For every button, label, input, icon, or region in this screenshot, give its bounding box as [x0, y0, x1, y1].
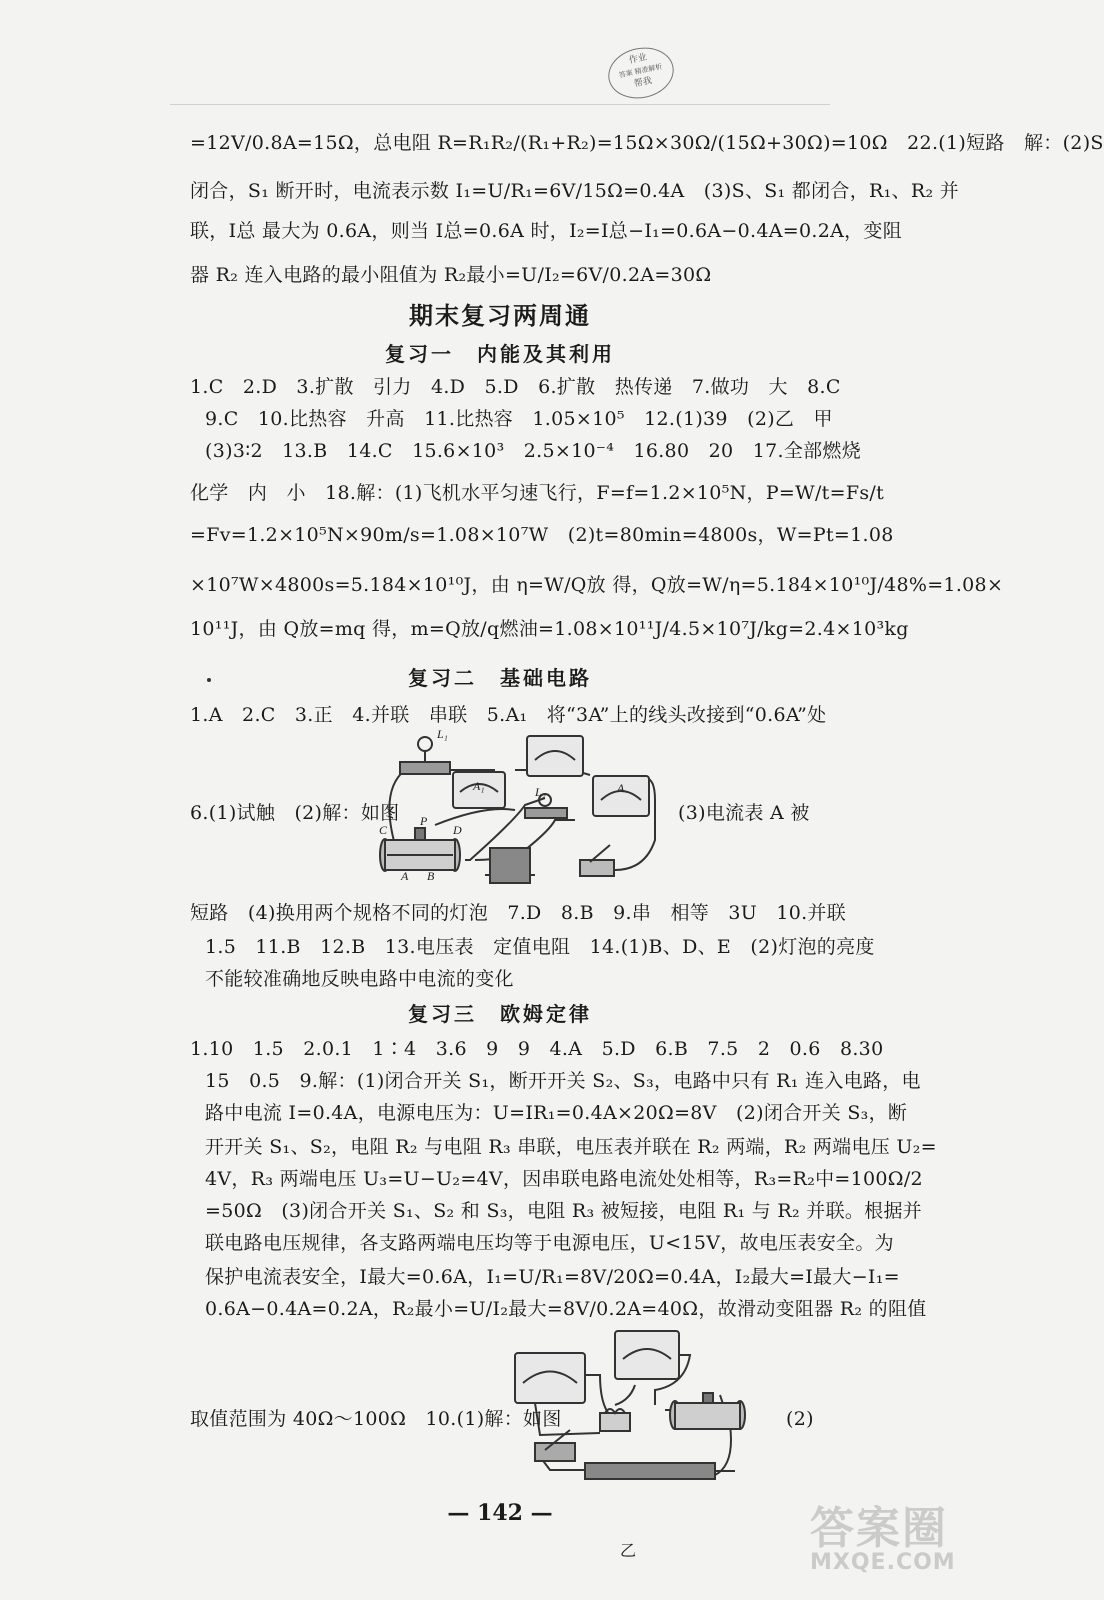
figure1-label-L2: L₂ [535, 785, 546, 799]
text-line: 1.10 1.5 2.0.1 1∶4 3.6 9 9 4.A 5.D 6.B 7.5 2 0.6 8.30 [190, 1038, 884, 1060]
top-rule [170, 104, 830, 105]
text-line: 联，I总 最大为 0.6A，则当 I总=0.6A 时，I₂=I总−I₁=0.6A−0.4A=0.2A，变阻 [190, 220, 903, 242]
text-line: 1.C 2.D 3.扩散 引力 4.D 5.D 6.扩散 热传递 7.做功 大 8.C [190, 376, 841, 398]
section-title: 期末复习两周通 [409, 302, 591, 330]
figure-caption: 乙 [620, 1541, 637, 1560]
watermark-sub: MXQE.COM [810, 1550, 956, 1575]
text-line: 0.6A−0.4A=0.2A，R₂最小=U/I₂最大=8V/0.2A=40Ω，故滑动变阻器 R₂ 的阻值 [205, 1298, 927, 1320]
text-line: 化学 内 小 18.解：(1)飞机水平匀速飞行，F=f=1.2×10⁵N，P=W/t=Fs/t [190, 482, 884, 504]
text-line: 10¹¹J，由 Q放=mq 得，m=Q放/q燃油=1.08×10¹¹J/4.5×10⁷J/kg=2.4×10³kg [190, 618, 909, 640]
text-line: =12V/0.8A=15Ω，总电阻 R=R₁R₂/(R₁+R₂)=15Ω×30Ω/(15Ω+30Ω)=10Ω 22.(1)短路 解：(2)S [190, 132, 1104, 154]
text-line: 器 R₂ 连入电路的最小阻值为 R₂最小=U/I₂=6V/0.2A=30Ω [190, 264, 712, 286]
review-2-title: 复习二 基础电路 [408, 666, 592, 690]
figure1-label-C: C [379, 823, 388, 837]
figure1-label-A-end: A [401, 869, 409, 883]
figure1-label-D: D [453, 823, 462, 837]
text-line: =50Ω (3)闭合开关 S₁、S₂ 和 S₃，电阻 R₃ 被短接，电阻 R₁ 与 R₂ 并联。根据并 [205, 1200, 923, 1222]
figure1-label-A1: A₁ [473, 779, 485, 793]
stray-dot [207, 678, 211, 682]
stamp-line-1: 作业 [628, 52, 648, 67]
page-number: — 142 — [447, 1500, 553, 1526]
text-line: 6.(1)试触 (2)解：如图 [190, 802, 400, 824]
stamp-line-3: 帮我 [633, 76, 653, 90]
text-line: 路中电流 I=0.4A，电源电压为：U=IR₁=0.4A×20Ω=8V (2)闭合开关 S₃，断 [205, 1102, 908, 1124]
text-line: 9.C 10.比热容 升高 11.比热容 1.05×10⁵ 12.(1)39 (2)乙 甲 [205, 408, 833, 430]
text-line: =Fv=1.2×10⁵N×90m/s=1.08×10⁷W (2)t=80min=4800s，W=Pt=1.08 [190, 524, 894, 546]
text-line: 不能较准确地反映电路中电流的变化 [205, 968, 514, 990]
text-line: (3)3∶2 13.B 14.C 15.6×10³ 2.5×10⁻⁴ 16.80 20 17.全部燃烧 [205, 440, 862, 462]
text-line: 15 0.5 9.解：(1)闭合开关 S₁，断开开关 S₂、S₃，电路中只有 R₁ 连入电路，电 [205, 1070, 921, 1092]
review-3-title: 复习三 欧姆定律 [408, 1002, 592, 1026]
stamp-line-2: 答案 精准解析 [618, 62, 664, 80]
text-line: 取值范围为 40Ω～100Ω 10.(1)解：如图 [190, 1408, 562, 1430]
circuit-diagram-1 [375, 727, 665, 890]
watermark-main: 答案圈 [810, 1503, 948, 1554]
text-line: (2) [786, 1408, 814, 1430]
text-line: 4V，R₃ 两端电压 U₃=U−U₂=4V，因串联电路电流处处相等，R₃=R₂中=100Ω/2 [205, 1168, 923, 1190]
watermark-logo [810, 1492, 980, 1592]
text-line: 联电路电压规律，各支路两端电压均等于电源电压，U<15V，故电压表安全。为 [205, 1232, 894, 1254]
text-line: 保护电流表安全，I最大=0.6A，I₁=U/R₁=8V/20Ω=0.4A，I₂最大=I最大−I₁= [205, 1266, 900, 1288]
figure1-label-P: P [420, 814, 428, 828]
text-line: 开开关 S₁、S₂，电阻 R₂ 与电阻 R₃ 串联，电压表并联在 R₂ 两端，R₂ 两端电压 U₂= [205, 1136, 937, 1158]
text-line: 1.A 2.C 3.正 4.并联 串联 5.A₁ 将“3A”上的线头改接到“0.6A”处 [190, 704, 827, 726]
text-line: ×10⁷W×4800s=5.184×10¹⁰J，由 η=W/Q放 得，Q放=W/η=5.184×10¹⁰J/48%=1.08× [190, 574, 1004, 596]
text-line: 闭合，S₁ 断开时，电流表示数 I₁=U/R₁=6V/15Ω=0.4A (3)S、S₁ 都闭合，R₁、R₂ 并 [190, 180, 959, 202]
stamp-logo [604, 42, 679, 105]
figure1-label-B-end: B [427, 869, 435, 883]
text-line: 短路 (4)换用两个规格不同的灯泡 7.D 8.B 9.串 相等 3U 10.并联 [190, 902, 847, 924]
text-line: 1.5 11.B 12.B 13.电压表 定值电阻 14.(1)B、D、E (2)灯泡的亮度 [205, 936, 875, 958]
text-line: (3)电流表 A 被 [678, 802, 810, 824]
figure1-label-L1: L₁ [437, 727, 448, 741]
figure1-label-A: A [617, 781, 625, 795]
review-1-title: 复习一 内能及其利用 [385, 342, 615, 366]
